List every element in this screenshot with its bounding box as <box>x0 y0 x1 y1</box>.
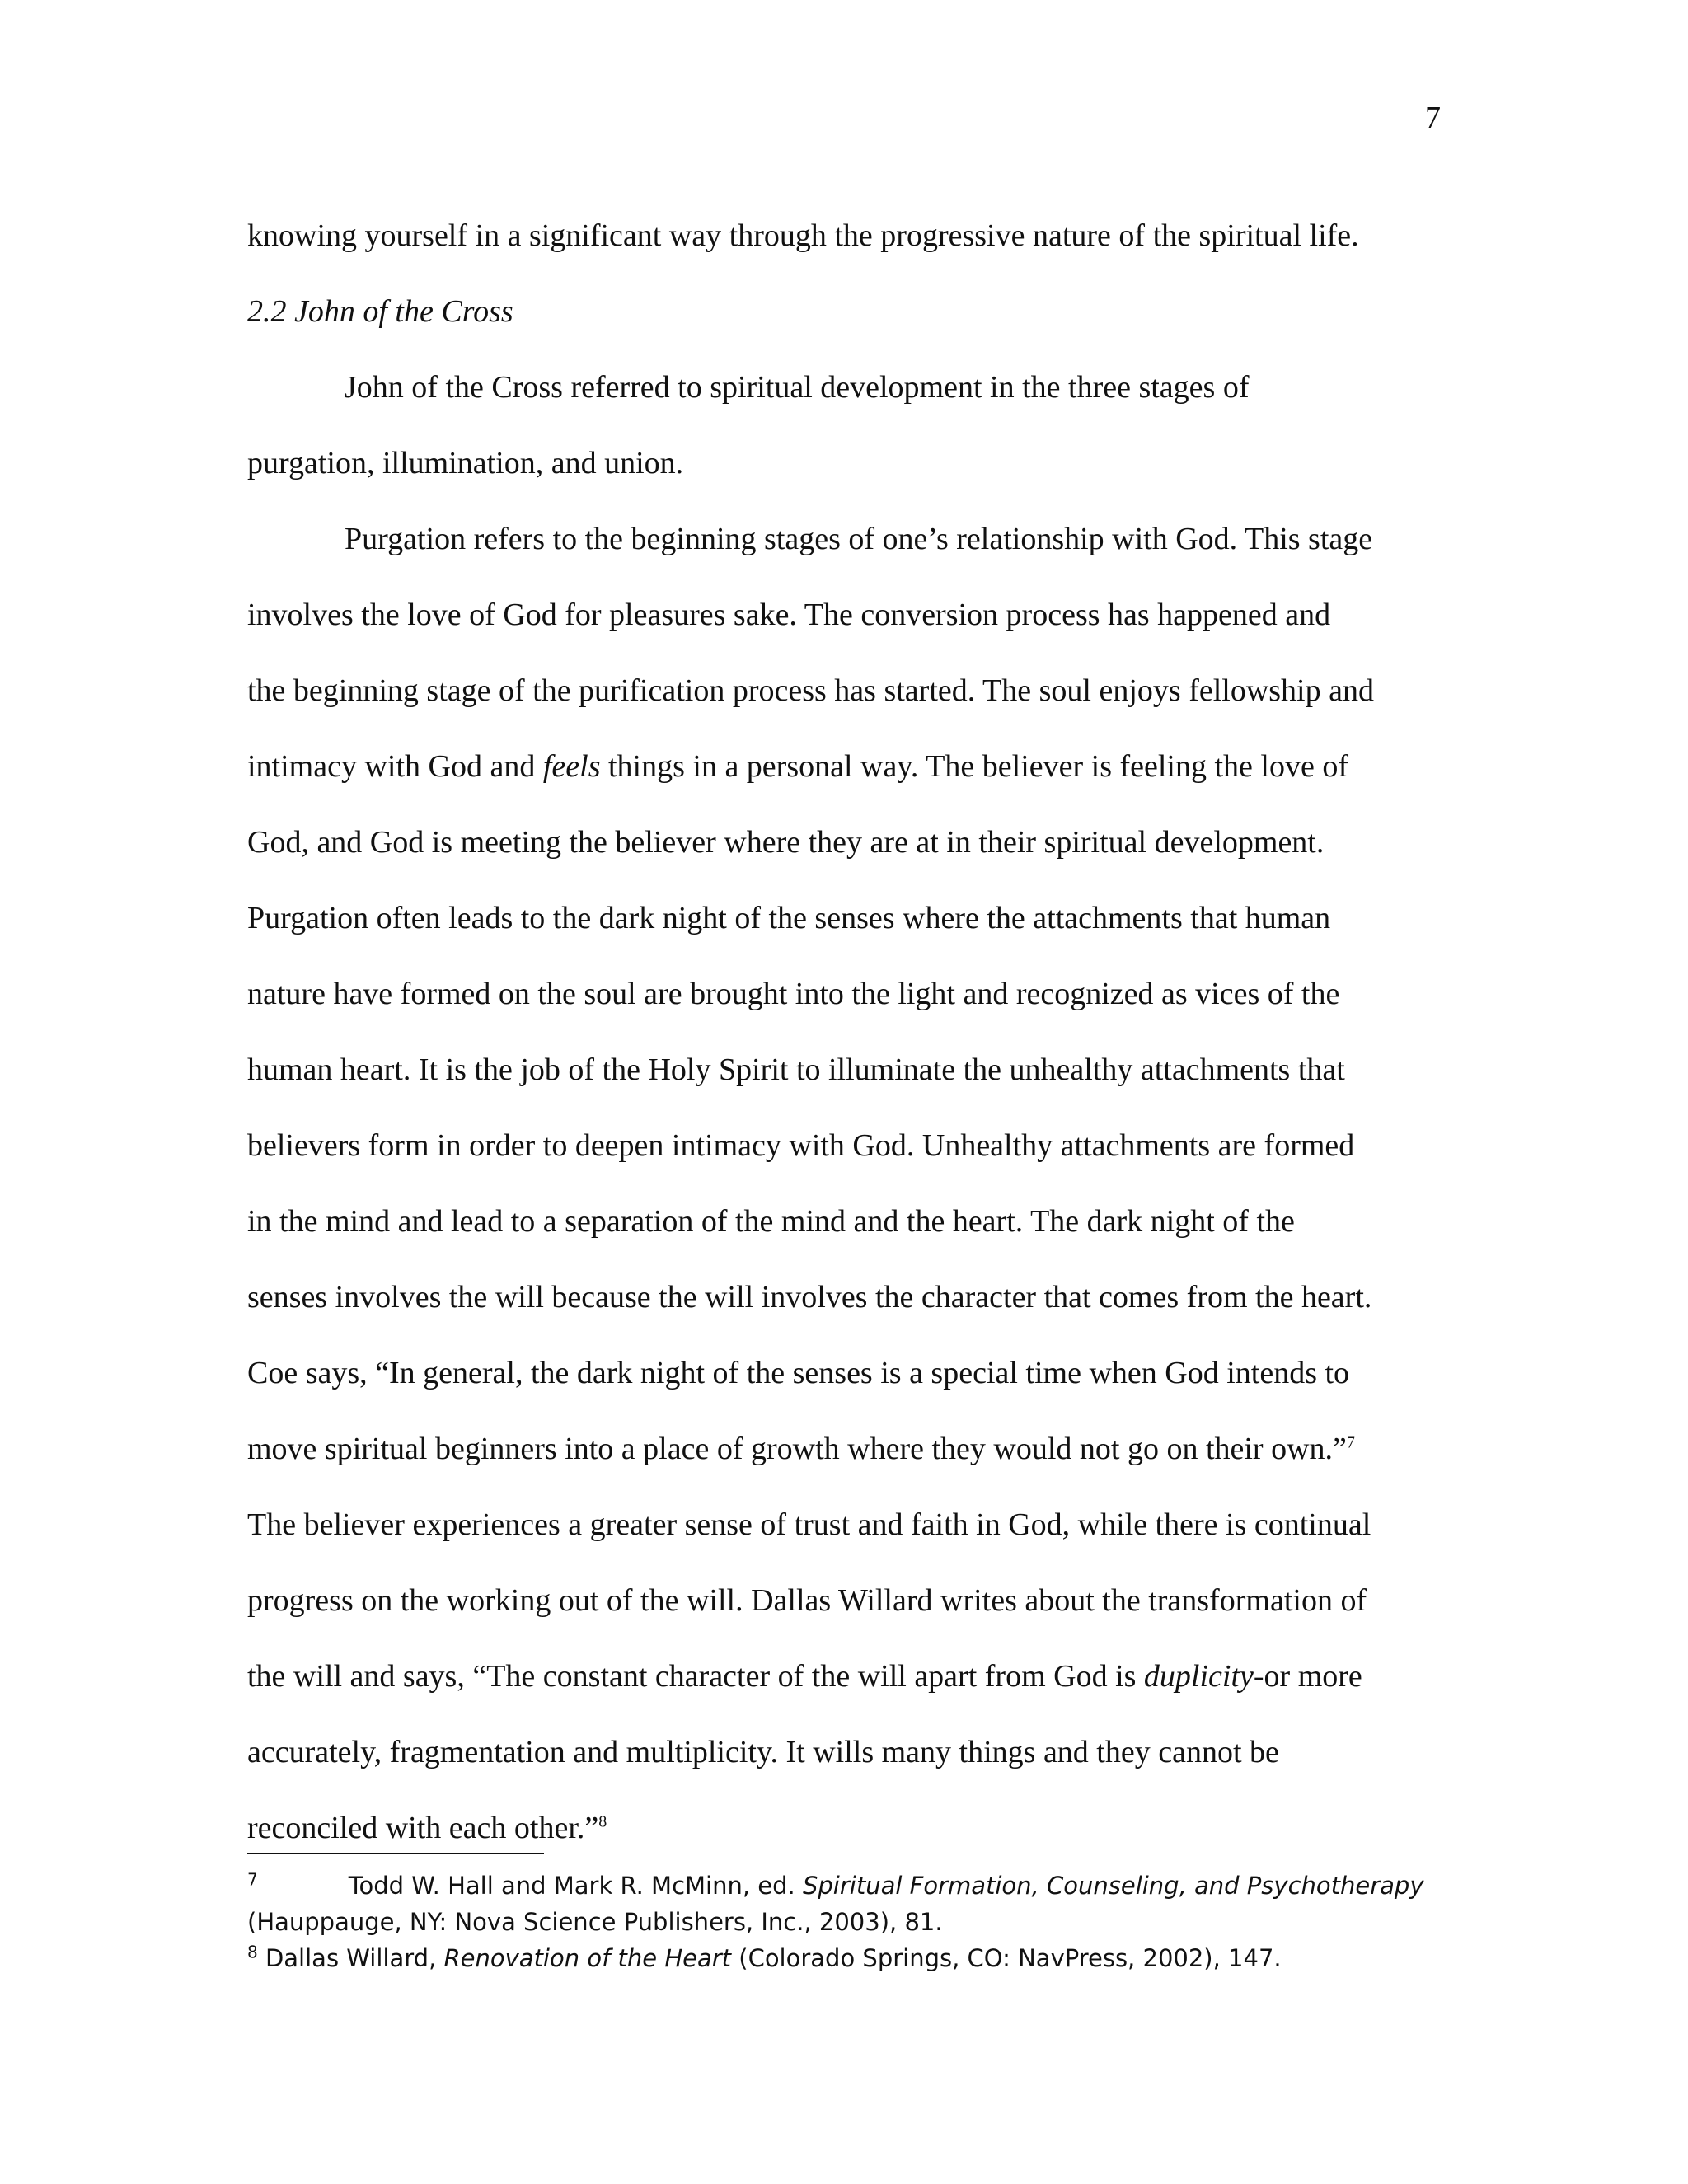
paragraph-line: Purgation refers to the beginning stages of one’s relationship with God. This stage <box>345 522 1373 556</box>
footnote-7-continued: (Hauppauge, NY: Nova Science Publishers, Inc., 2003), 81. <box>247 1908 943 1936</box>
paragraph-line: Coe says, “In general, the dark night of the senses is a special time when God intends to <box>247 1356 1350 1390</box>
footnote-text: Todd W. Hall and Mark R. McMinn, ed. <box>348 1872 803 1900</box>
paragraph-line <box>247 1411 1442 1487</box>
paragraph-line: senses involves the will because the will involves the character that comes from the heart. <box>247 1280 1372 1315</box>
italic-text: feels <box>542 749 601 784</box>
paragraph-line: Purgation often leads to the dark night of the senses where the attachments that human <box>247 901 1331 935</box>
footnote-mark: 7 <box>247 1869 258 1890</box>
footnote-ref[interactable]: 7 <box>1346 1433 1355 1452</box>
paragraph-line: involves the love of God for pleasures sake. The conversion process has happened and <box>247 598 1331 632</box>
paragraph-line: progress on the working out of the will. Dallas Willard writes about the transformation of <box>247 1583 1367 1618</box>
paragraph-line: John of the Cross referred to spiritual development in the three stages of <box>345 370 1250 405</box>
paragraph-line: accurately, fragmentation and multiplicity. It wills many things and they cannot be <box>247 1735 1279 1769</box>
body-text <box>247 198 1442 1866</box>
text-run: things in a personal way. The believer is feeling the love of <box>600 749 1348 784</box>
text-run: reconciled with each other.” <box>247 1811 599 1845</box>
text-run: -or more <box>1253 1659 1362 1694</box>
paragraph-line: The believer experiences a greater sense of trust and faith in God, while there is continual <box>247 1507 1372 1542</box>
section-heading: 2.2 John of the Cross <box>247 294 513 329</box>
paragraph-line: believers form in order to deepen intimacy with God. Unhealthy attachments are formed <box>247 1128 1355 1163</box>
paragraph-line: the beginning stage of the purification process has started. The soul enjoys fellowship and <box>247 673 1374 708</box>
text-run: the will and says, “The constant character of the will apart from God is <box>247 1659 1144 1694</box>
footnote-mark: 8 <box>247 1942 258 1962</box>
paragraph-line: God, and God is meeting the believer where they are at in their spiritual development. <box>247 825 1325 860</box>
footnote-ref[interactable]: 8 <box>598 1812 607 1831</box>
footnote-title: Spiritual Formation, Counseling, and Psychotherapy <box>802 1872 1424 1900</box>
text-run: move spiritual beginners into a place of growth where they would not go on their own.” <box>247 1432 1347 1466</box>
paragraph-line: nature have formed on the soul are brought into the light and recognized as vices of the <box>247 977 1340 1011</box>
page-number: 7 <box>1425 101 1441 135</box>
footnote-separator <box>247 1853 544 1854</box>
paragraph-line: knowing yourself in a significant way through the progressive nature of the spiritual life. <box>247 218 1359 253</box>
footnote-7 <box>247 1868 1442 1904</box>
text-run: intimacy with God and <box>247 749 543 784</box>
paragraph-line <box>247 1790 1442 1866</box>
paragraph-line <box>247 729 1442 804</box>
footnote-text: Dallas Willard, <box>257 1944 444 1972</box>
paragraph-line <box>247 1638 1442 1714</box>
paragraph-line: purgation, illumination, and union. <box>247 446 684 480</box>
footnote-8 <box>247 1940 1442 1976</box>
italic-text: duplicity <box>1143 1659 1254 1694</box>
footnote-title: Renovation of the Heart <box>443 1944 732 1972</box>
footnotes <box>247 1868 1442 1976</box>
footnote-text: (Colorado Springs, CO: NavPress, 2002), 147. <box>731 1944 1282 1972</box>
paragraph-line: in the mind and lead to a separation of the mind and the heart. The dark night of the <box>247 1204 1295 1239</box>
paragraph-line: human heart. It is the job of the Holy Spirit to illuminate the unhealthy attachments that <box>247 1052 1345 1087</box>
